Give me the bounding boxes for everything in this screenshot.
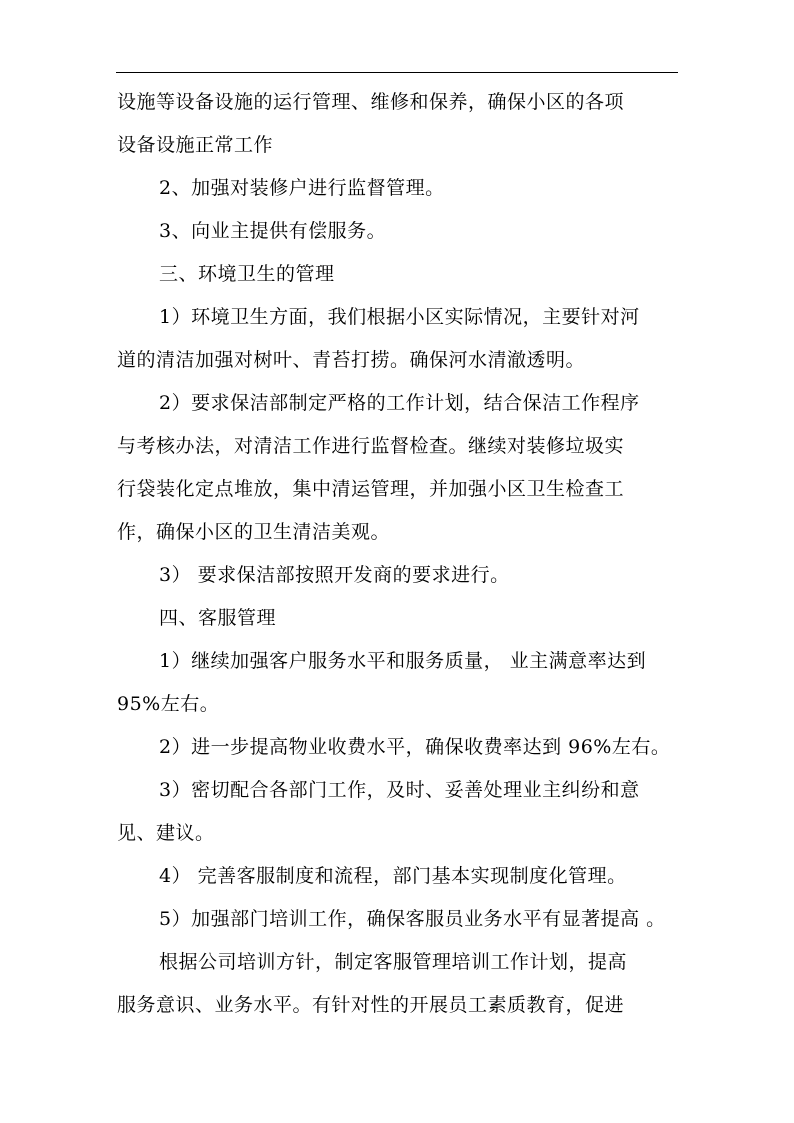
body-text-line: 2）进一步提高物业收费水平，确保收费率达到 96%左右。 [159,736,671,758]
body-text-line: 行袋装化定点堆放，集中清运管理，并加强小区卫生检查工 [117,478,625,500]
body-text-line: 3）密切配合各部门工作，及时、妥善处理业主纠纷和意 [159,779,640,801]
body-text-line: 见、建议。 [117,822,215,844]
body-text-line: 1）继续加强客户服务水平和服务质量， 业主满意率达到 [159,650,647,672]
body-text-line: 设施等设备设施的运行管理、维修和保养，确保小区的各项 [117,91,625,113]
body-text-line: 作，确保小区的卫生清洁美观。 [117,521,391,543]
list-item-2: 2、加强对装修户进行监督管理。 [159,177,445,199]
body-text-line: 2）要求保洁部制定严格的工作计划，结合保洁工作程序 [159,392,640,414]
body-text-line: 服务意识、业务水平。有针对性的开展员工素质教育，促进 [117,994,625,1016]
body-text-line: 根据公司培训方针，制定客服管理培训工作计划，提高 [159,951,628,973]
body-text-line: 95%左右。 [117,693,220,715]
section-heading-environment: 三、环境卫生的管理 [159,263,335,285]
section-heading-customer-service: 四、客服管理 [159,607,277,629]
body-text-line: 5）加强部门培训工作，确保客服员业务水平有显著提高 。 [159,908,666,930]
body-text-line: 与考核办法，对清洁工作进行监督检查。继续对装修垃圾实 [117,435,625,457]
body-text-line: 1）环境卫生方面，我们根据小区实际情况，主要针对河 [159,306,640,328]
body-text-line: 4） 完善客服制度和流程，部门基本实现制度化管理。 [159,865,627,887]
body-text-line: 3） 要求保洁部按照开发商的要求进行。 [159,564,510,586]
list-item-3: 3、向业主提供有偿服务。 [159,220,387,242]
body-text-line: 设备设施正常工作 [117,134,274,156]
body-text-line: 道的清洁加强对树叶、青苔打捞。确保河水清澈透明。 [117,349,586,371]
header-rule [116,72,678,73]
